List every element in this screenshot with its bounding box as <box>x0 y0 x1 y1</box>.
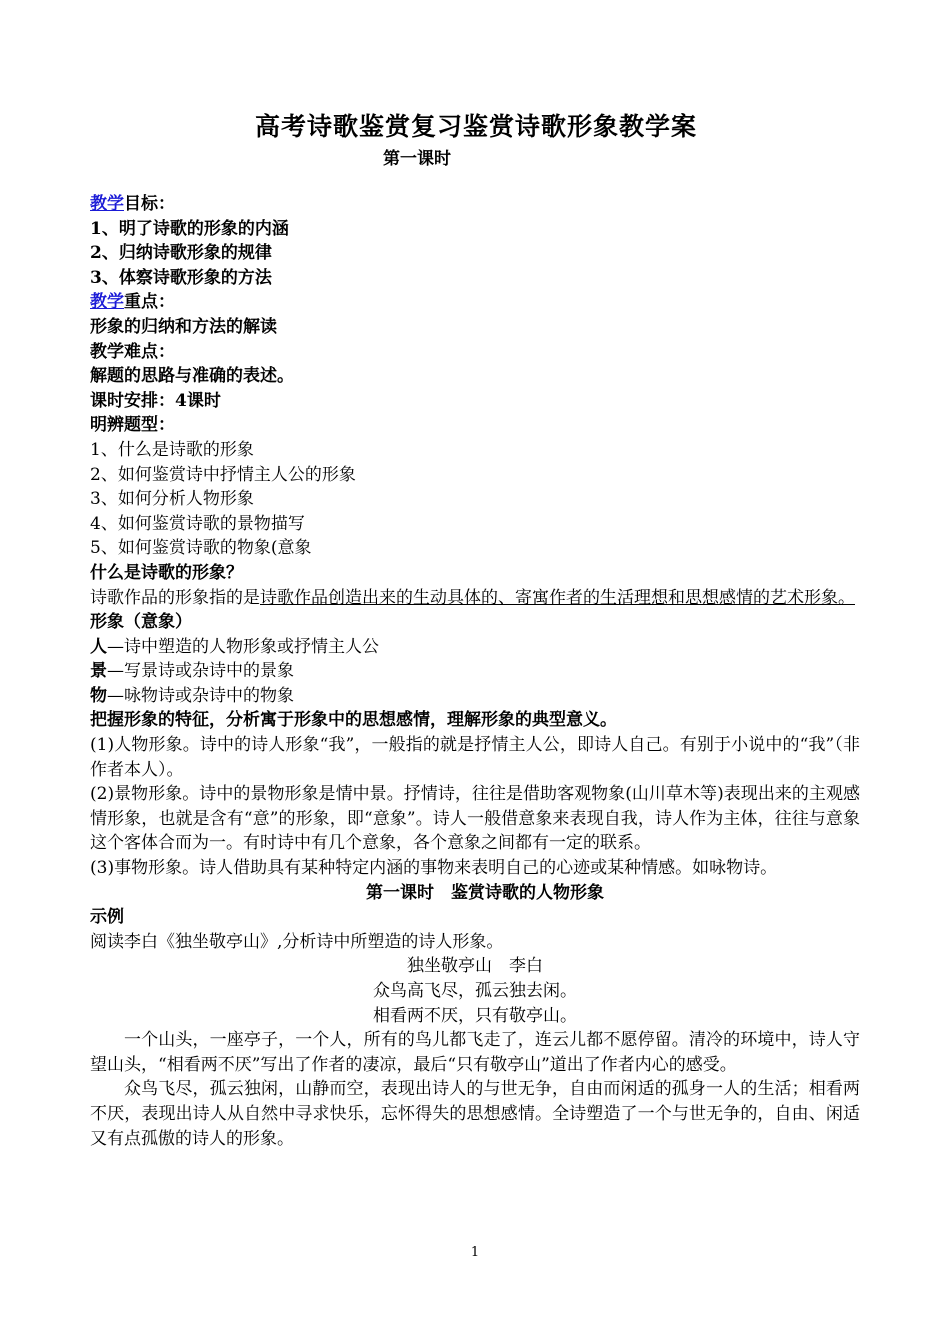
paragraph-scene: (2)景物形象。诗中的景物形象是情中景。抒情诗，往往是借助客观物象(山川草木等)表现出来的主观感情形象，也就是含有“意”的形象，即“意象”。诗人一般借意象来表现自我，诗人作为主体，往往与意象这个客体合而为一。有时诗中有几个意象，各个意象之间都有一定的联系。 <box>90 784 860 854</box>
difficulty-heading: 教学难点： <box>90 341 175 362</box>
image-desc: —诗中塑造的人物形象或抒情主人公 <box>107 636 379 657</box>
goals-heading-text: 目标： <box>124 194 175 214</box>
image-item-object <box>90 684 860 709</box>
page-subtitle: 第一课时 <box>383 149 451 169</box>
poem-line: 相看两不厌，只有敬亭山。 <box>373 1005 577 1026</box>
page-title: 高考诗歌鉴赏复习鉴赏诗歌形象教学案 <box>254 112 697 141</box>
what-definition: 诗歌作品创造出来的生动具体的、寄寓作者的生活理想和思想感情的艺术形象。 <box>260 587 855 608</box>
lesson-heading: 第一课时 鉴赏诗歌的人物形象 <box>366 882 604 903</box>
goals-heading <box>90 192 860 217</box>
example-intro: 阅读李白《独坐敬亭山》,分析诗中所塑造的诗人形象。 <box>90 931 504 952</box>
focus-heading <box>90 290 860 315</box>
what-pre: 诗歌作品的形象指的是 <box>90 587 260 608</box>
paragraph-person: (1)人物形象。诗中的诗人形象“我”，一般指的就是抒情主人公，即诗人自己。有别于小说中的“我”（非作者本人）。 <box>90 735 860 780</box>
image-item-scene <box>90 659 860 684</box>
focus-heading-text: 重点： <box>124 292 175 313</box>
image-heading: 形象（意象） <box>90 612 192 633</box>
analysis-paragraph: 众鸟飞尽，孤云独闲，山静而空，表现出诗人的与世无争，自由而闲适的孤身一人的生活；相看两不厌，表现出诗人从自然中寻求快乐，忘怀得失的思想感情。全诗塑造了一个与世无争的，自由、闲适又有点孤傲的诗人的形象。 <box>90 1079 860 1149</box>
what-heading: 什么是诗歌的形象？ <box>90 562 243 583</box>
image-desc: —咏物诗或杂诗中的物象 <box>107 685 294 706</box>
focus-link[interactable]: 教学 <box>90 292 124 313</box>
paragraph-object: (3)事物形象。诗人借助具有某种特定内涵的事物来表明自己的心迹或某种情感。如咏物诗。 <box>90 858 778 879</box>
example-label: 示例 <box>90 907 124 928</box>
page-number: 1 <box>470 1245 480 1260</box>
goals-link[interactable]: 教学 <box>90 194 124 214</box>
image-key: 人 <box>90 636 107 657</box>
document-body <box>90 110 860 1151</box>
goal-item: 2、归纳诗歌形象的规律 <box>90 243 272 264</box>
type-item: 5、如何鉴赏诗歌的物象(意象 <box>90 538 312 559</box>
image-desc: —写景诗或杂诗中的景象 <box>107 661 294 682</box>
poem-line: 众鸟高飞尽，孤云独去闲。 <box>373 981 577 1001</box>
what-paragraph <box>90 586 860 611</box>
difficulty-text: 解题的思路与准确的表述。 <box>90 366 294 387</box>
schedule-text: 课时安排：4课时 <box>90 390 221 411</box>
image-key: 物 <box>90 685 107 706</box>
type-item: 1、什么是诗歌的形象 <box>90 439 254 460</box>
image-key: 景 <box>90 661 107 682</box>
goal-item: 3、体察诗歌形象的方法 <box>90 267 272 288</box>
grasp-statement: 把握形象的特征，分析寓于形象中的思想感情，理解形象的典型意义。 <box>90 710 617 731</box>
analysis-paragraph: 一个山头，一座亭子，一个人，所有的鸟儿都飞走了，连云儿都不愿停留。清冷的环境中，诗人守望山头，“相看两不厌”写出了作者的凄凉，最后“只有敬亭山”道出了作者内心的感受。 <box>90 1030 860 1075</box>
goal-item: 1、明了诗歌的形象的内涵 <box>90 218 289 239</box>
type-item: 3、如何分析人物形象 <box>90 489 254 510</box>
types-heading: 明辨题型： <box>90 415 175 436</box>
focus-text: 形象的归纳和方法的解读 <box>90 316 277 337</box>
poem-title: 独坐敬亭山 李白 <box>407 956 543 977</box>
image-item-person <box>90 635 860 660</box>
type-item: 2、如何鉴赏诗中抒情主人公的形象 <box>90 464 356 485</box>
type-item: 4、如何鉴赏诗歌的景物描写 <box>90 513 305 534</box>
